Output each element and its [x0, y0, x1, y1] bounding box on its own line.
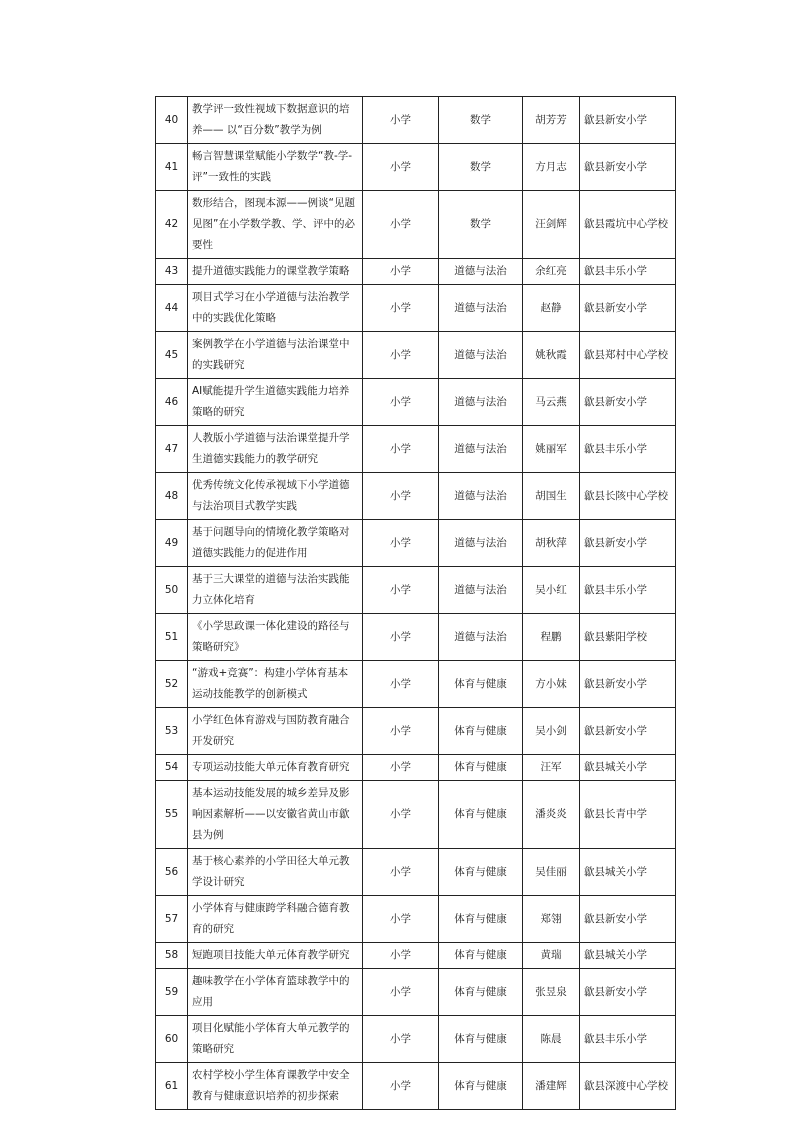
author-name: 吴小红	[523, 567, 580, 614]
author-name: 陈晨	[523, 1016, 580, 1063]
subject: 数学	[439, 191, 523, 259]
research-title: 项目化赋能小学体育大单元教学的策略研究	[188, 1016, 363, 1063]
school-level: 小学	[363, 896, 439, 943]
author-name: 赵静	[523, 285, 580, 332]
table-row	[156, 1063, 676, 1110]
school-level: 小学	[363, 1063, 439, 1110]
row-number: 57	[156, 896, 188, 943]
subject: 体育与健康	[439, 969, 523, 1016]
school-name: 歙县新安小学	[580, 379, 676, 426]
row-number: 45	[156, 332, 188, 379]
author-name: 胡秋萍	[523, 520, 580, 567]
row-number: 51	[156, 614, 188, 661]
school-level: 小学	[363, 259, 439, 285]
research-title: 案例教学在小学道德与法治课堂中的实践研究	[188, 332, 363, 379]
table-row	[156, 285, 676, 332]
school-name: 歙县新安小学	[580, 144, 676, 191]
research-title: AI赋能提升学生道德实践能力培养策略的研究	[188, 379, 363, 426]
table-body	[156, 97, 676, 1110]
school-level: 小学	[363, 708, 439, 755]
research-title: 项目式学习在小学道德与法治教学中的实践优化策略	[188, 285, 363, 332]
research-title: 专项运动技能大单元体育教育研究	[188, 755, 363, 781]
table-row	[156, 520, 676, 567]
research-title: 基于三大课堂的道德与法治实践能力立体化培育	[188, 567, 363, 614]
author-name: 程鹏	[523, 614, 580, 661]
author-name: 吴佳丽	[523, 849, 580, 896]
research-title: 基本运动技能发展的城乡差异及影响因素解析——以安徽省黄山市歙县为例	[188, 781, 363, 849]
table-row	[156, 473, 676, 520]
author-name: 郑翎	[523, 896, 580, 943]
research-title: 基于问题导向的情境化教学策略对道德实践能力的促进作用	[188, 520, 363, 567]
school-level: 小学	[363, 379, 439, 426]
row-number: 55	[156, 781, 188, 849]
subject: 体育与健康	[439, 896, 523, 943]
school-name: 歙县丰乐小学	[580, 1016, 676, 1063]
row-number: 44	[156, 285, 188, 332]
subject: 体育与健康	[439, 943, 523, 969]
author-name: 马云燕	[523, 379, 580, 426]
school-name: 歙县城关小学	[580, 943, 676, 969]
school-name: 歙县新安小学	[580, 969, 676, 1016]
school-name: 歙县丰乐小学	[580, 259, 676, 285]
table-row	[156, 144, 676, 191]
research-title: 人教版小学道德与法治课堂提升学生道德实践能力的教学研究	[188, 426, 363, 473]
author-name: 胡芳芳	[523, 97, 580, 144]
school-name: 歙县丰乐小学	[580, 426, 676, 473]
row-number: 60	[156, 1016, 188, 1063]
school-level: 小学	[363, 473, 439, 520]
school-name: 歙县城关小学	[580, 849, 676, 896]
research-title: 优秀传统文化传承视域下小学道德与法治项目式教学实践	[188, 473, 363, 520]
research-title: 畅言智慧课堂赋能小学数学“教-学-评”一致性的实践	[188, 144, 363, 191]
school-level: 小学	[363, 567, 439, 614]
research-title: 教学评一致性视域下数据意识的培养—— 以“百分数”教学为例	[188, 97, 363, 144]
author-name: 汪剑辉	[523, 191, 580, 259]
school-level: 小学	[363, 849, 439, 896]
author-name: 汪军	[523, 755, 580, 781]
table-row	[156, 849, 676, 896]
subject: 道德与法治	[439, 259, 523, 285]
subject: 数学	[439, 97, 523, 144]
subject: 体育与健康	[439, 661, 523, 708]
table-row	[156, 426, 676, 473]
research-title: 短跑项目技能大单元体育教学研究	[188, 943, 363, 969]
table-row	[156, 567, 676, 614]
table-row	[156, 896, 676, 943]
school-name: 歙县新安小学	[580, 708, 676, 755]
research-title: 提升道德实践能力的课堂教学策略	[188, 259, 363, 285]
table-row	[156, 97, 676, 144]
author-name: 潘建辉	[523, 1063, 580, 1110]
row-number: 48	[156, 473, 188, 520]
row-number: 54	[156, 755, 188, 781]
school-name: 歙县新安小学	[580, 97, 676, 144]
table-row	[156, 1016, 676, 1063]
table-row	[156, 332, 676, 379]
school-name: 歙县城关小学	[580, 755, 676, 781]
research-title: 基于核心素养的小学田径大单元教学设计研究	[188, 849, 363, 896]
subject: 体育与健康	[439, 1063, 523, 1110]
school-level: 小学	[363, 614, 439, 661]
author-name: 潘炎炎	[523, 781, 580, 849]
row-number: 56	[156, 849, 188, 896]
school-name: 歙县深渡中心学校	[580, 1063, 676, 1110]
research-title: “游戏+竞赛”：构建小学体育基本运动技能教学的创新模式	[188, 661, 363, 708]
row-number: 43	[156, 259, 188, 285]
school-level: 小学	[363, 969, 439, 1016]
author-name: 吴小剑	[523, 708, 580, 755]
subject: 数学	[439, 144, 523, 191]
row-number: 52	[156, 661, 188, 708]
author-name: 胡国生	[523, 473, 580, 520]
author-name: 方小妹	[523, 661, 580, 708]
school-level: 小学	[363, 1016, 439, 1063]
school-name: 歙县新安小学	[580, 520, 676, 567]
school-name: 歙县长陔中心学校	[580, 473, 676, 520]
school-level: 小学	[363, 755, 439, 781]
subject: 体育与健康	[439, 755, 523, 781]
school-name: 歙县新安小学	[580, 896, 676, 943]
school-level: 小学	[363, 332, 439, 379]
author-name: 余红亮	[523, 259, 580, 285]
author-name: 黄瑞	[523, 943, 580, 969]
row-number: 49	[156, 520, 188, 567]
school-name: 歙县长青中学	[580, 781, 676, 849]
research-title: 小学红色体育游戏与国防教育融合开发研究	[188, 708, 363, 755]
school-name: 歙县丰乐小学	[580, 567, 676, 614]
author-name: 姚丽军	[523, 426, 580, 473]
school-name: 歙县紫阳学校	[580, 614, 676, 661]
research-title: 数形结合，图现本源——例谈“见题见图”在小学数学教、学、评中的必要性	[188, 191, 363, 259]
subject: 道德与法治	[439, 426, 523, 473]
subject: 道德与法治	[439, 285, 523, 332]
table-row	[156, 708, 676, 755]
row-number: 41	[156, 144, 188, 191]
subject: 体育与健康	[439, 708, 523, 755]
row-number: 46	[156, 379, 188, 426]
table-row	[156, 614, 676, 661]
subject: 体育与健康	[439, 1016, 523, 1063]
school-level: 小学	[363, 97, 439, 144]
research-title: 《小学思政课一体化建设的路径与策略研究》	[188, 614, 363, 661]
school-name: 歙县新安小学	[580, 285, 676, 332]
subject: 道德与法治	[439, 379, 523, 426]
research-title: 趣味教学在小学体育篮球教学中的应用	[188, 969, 363, 1016]
row-number: 58	[156, 943, 188, 969]
row-number: 61	[156, 1063, 188, 1110]
table-row	[156, 755, 676, 781]
row-number: 40	[156, 97, 188, 144]
school-level: 小学	[363, 285, 439, 332]
table-row	[156, 379, 676, 426]
row-number: 42	[156, 191, 188, 259]
subject: 道德与法治	[439, 473, 523, 520]
row-number: 53	[156, 708, 188, 755]
research-title: 农村学校小学生体育课教学中安全教育与健康意识培养的初步探索	[188, 1063, 363, 1110]
row-number: 50	[156, 567, 188, 614]
subject: 道德与法治	[439, 614, 523, 661]
school-name: 歙县新安小学	[580, 661, 676, 708]
school-name: 歙县霞坑中心学校	[580, 191, 676, 259]
school-level: 小学	[363, 520, 439, 567]
table-row	[156, 781, 676, 849]
subject: 道德与法治	[439, 520, 523, 567]
school-level: 小学	[363, 781, 439, 849]
school-level: 小学	[363, 943, 439, 969]
subject: 道德与法治	[439, 332, 523, 379]
author-name: 方月志	[523, 144, 580, 191]
table-row	[156, 661, 676, 708]
subject: 体育与健康	[439, 781, 523, 849]
school-level: 小学	[363, 661, 439, 708]
subject: 道德与法治	[439, 567, 523, 614]
author-name: 姚秋霞	[523, 332, 580, 379]
results-table	[155, 96, 676, 1110]
school-level: 小学	[363, 144, 439, 191]
research-title: 小学体育与健康跨学科融合德育教育的研究	[188, 896, 363, 943]
table-row	[156, 969, 676, 1016]
table-row	[156, 191, 676, 259]
row-number: 59	[156, 969, 188, 1016]
table-row	[156, 943, 676, 969]
school-level: 小学	[363, 426, 439, 473]
row-number: 47	[156, 426, 188, 473]
school-name: 歙县郑村中心学校	[580, 332, 676, 379]
table-row	[156, 259, 676, 285]
author-name: 张昱泉	[523, 969, 580, 1016]
school-level: 小学	[363, 191, 439, 259]
subject: 体育与健康	[439, 849, 523, 896]
